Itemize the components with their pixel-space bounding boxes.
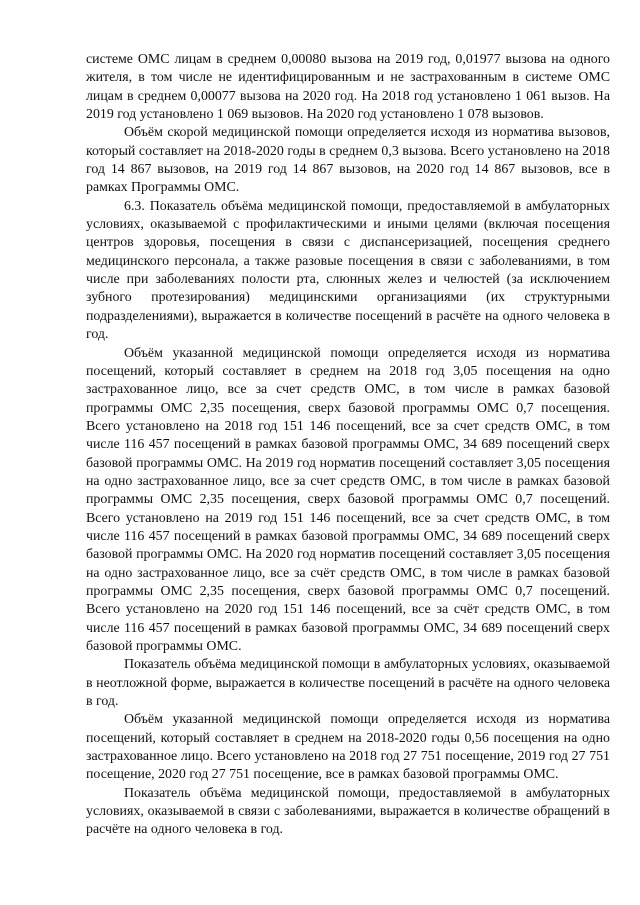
- paragraph-visits-norm: Объём указанной медицинской помощи определяется исходя из норматива посещений, который составляет в среднем на 2018 год 3,05 посещения на одно застрахованное лицо, все за счет средств ОМС, в том числе в рамках базовой программы ОМС 2,35 посещения, сверх базовой программы ОМС 0,7 посещения. Всего установлено на 2018 год 151 146 посещений, все за счет средств ОМС, в том числе 116 457 посещений в рамках базовой программы ОМС, 34 689 посещений сверх базовой программы ОМС. На 2019 год норматив посещений составляет 3,05 посещения на одно застрахованное лицо, все за счет средств ОМС, в том числе в рамках базовой программы ОМС 2,35 посещения, сверх базовой программы ОМС 0,7 посещений. Всего установлено на 2019 год 151 146 посещений, все за счет средств ОМС, в том числе 116 457 посещений в рамках базовой программы ОМС, 34 689 посещений сверх базовой программы ОМС. На 2020 год норматив посещений составляет 3,05 посещения на одно застрахованное лицо, все за счёт средств ОМС, в том числе в рамках базовой программы ОМС 2,35 посещения, сверх базовой программы ОМС 0,7 посещений. Всего установлено на 2020 год 151 146 посещений, все за счёт средств ОМС, в том числе 116 457 посещений в рамках базовой программы ОМС, 34 689 посещений сверх базовой программы ОМС.: [86, 345, 610, 654]
- document-page: [86, 51, 610, 840]
- paragraph-disease-appeals-indicator: Показатель объёма медицинской помощи, предоставляемой в амбулаторных условиях, оказываемой в связи с заболеваниями, выражается в количестве обращений в расчёте на одного человека в год.: [86, 785, 610, 838]
- paragraph-urgent-care-indicator: Показатель объёма медицинской помощи в амбулаторных условиях, оказываемой в неотложной форме, выражается в количестве посещений в расчёте на одного человека в год.: [86, 657, 610, 710]
- paragraph-section-6-3: 6.3. Показатель объёма медицинской помощи, предоставляемой в амбулаторных условиях, оказываемой с профилактическими и иными целями (включая посещения центров здоровья, посещения в связи с диспансеризацией, посещения среднего медицинского персонала, а также разовые посещения в связи с заболеваниями, в том числе при заболеваниях полости рта, слюнных желез и челюстей (за исключением зубного протезирования) медицинскими организациями (их структурными подразделениями), выражается в количестве посещений в расчёте на одного человека в год.: [86, 198, 610, 343]
- paragraph-ambulance-volume: Объём скорой медицинской помощи определяется исходя из норматива вызовов, который составляет на 2018-2020 годы в среднем 0,3 вызова. Всего установлено на 2018 год 14 867 вызовов, на 2019 год 14 867 вызовов, на 2020 год 14 867 вызовов, все в рамках Программы ОМС.: [86, 125, 610, 196]
- paragraph-urgent-care-volume: Объём указанной медицинской помощи определяется исходя из норматива посещений, который составляет в среднем на 2018-2020 годы 0,56 посещения на одно застрахованное лицо. Всего установлено на 2018 год 27 751 посещение, 2019 год 27 751 посещение, 2020 год 27 751 посещение, все в рамках базовой программы ОМС.: [86, 712, 610, 783]
- paragraph-continuation: системе ОМС лицам в среднем 0,00080 вызова на 2019 год, 0,01977 вызова на одного жителя, в том числе не идентифицированным и не застрахованным в системе ОМС лицам в среднем 0,00077 вызова на 2020 год. На 2018 год установлено 1 061 вызов. На 2019 год установлено 1 069 вызовов. На 2020 год установлено 1 078 вызовов.: [86, 52, 610, 123]
